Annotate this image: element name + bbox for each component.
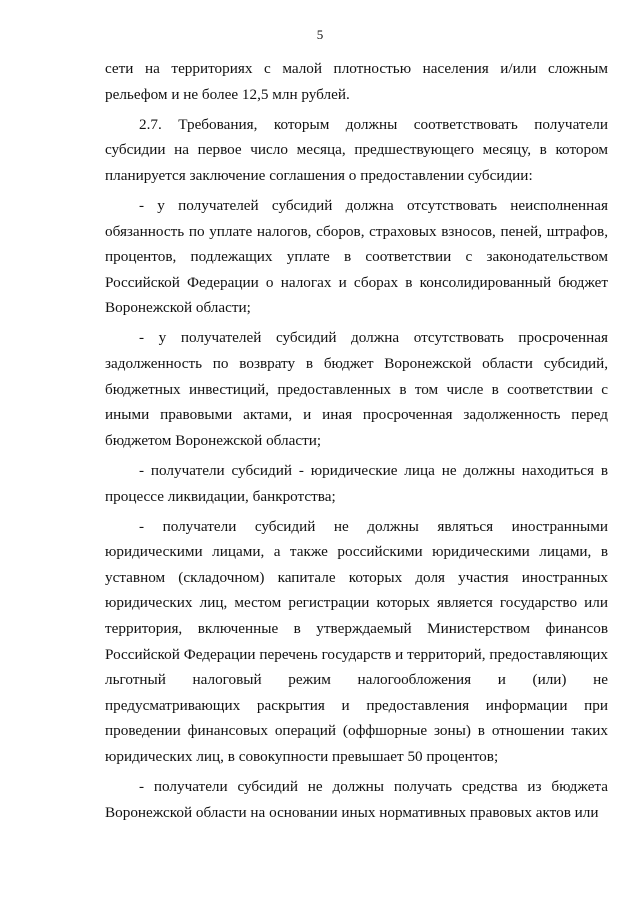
paragraph-overdue-debt: - у получателей субсидий должна отсутствовать просроченная задолженность по возврату в бюджет Воронежской области субсидий, бюджетных инвестиций, предоставленных в том числе в соответствии с иными правовыми актами, и иная просроченная задолженность перед бюджетом Воронежской области;	[105, 329, 608, 449]
document-body	[105, 56, 608, 830]
page-number: 5	[316, 27, 324, 42]
paragraph-continuation: сети на территориях с малой плотностью населения и/или сложным рельефом и не более 12,5 млн рублей.	[105, 60, 608, 103]
paragraph-tax-obligation: - у получателей субсидий должна отсутствовать неисполненная обязанность по уплате налогов, сборов, страховых взносов, пеней, штрафов, процентов, подлежащих уплате в соответствии с законодательством Российской Федерации о налогах и сборах в консолидированный бюджет Воронежской области;	[105, 196, 608, 317]
paragraph-foreign-entities: - получатели субсидий не должны являться иностранными юридическими лицами, а также российскими юридическими лицами, в уставном (складочном) капитале которых доля участия иностранных юридических лиц, местом регистрации которых является государство или территория, включенные в утверждаемый Министерством финансов Российской Федерации перечень государств и территорий, предоставляющих льготный налоговый режим налогообложения и (или) не предусматривающих раскрытия и предоставления информации при проведении финансовых операций (оффшорные зоны) в отношении таких юридических лиц, в совокупности превышает 50 процентов;	[105, 517, 608, 765]
paragraph-liquidation: - получатели субсидий - юридические лица не должны находиться в процессе ликвидации, банкротства;	[105, 461, 608, 505]
paragraph-section-2-7: 2.7. Требования, которым должны соответствовать получатели субсидии на первое число месяца, предшествующего месяцу, в котором планируется заключение соглашения о предоставлении субсидии:	[105, 115, 608, 184]
paragraph-other-funds: - получатели субсидий не должны получать средства из бюджета Воронежской области на основании иных нормативных правовых актов или	[105, 778, 608, 821]
